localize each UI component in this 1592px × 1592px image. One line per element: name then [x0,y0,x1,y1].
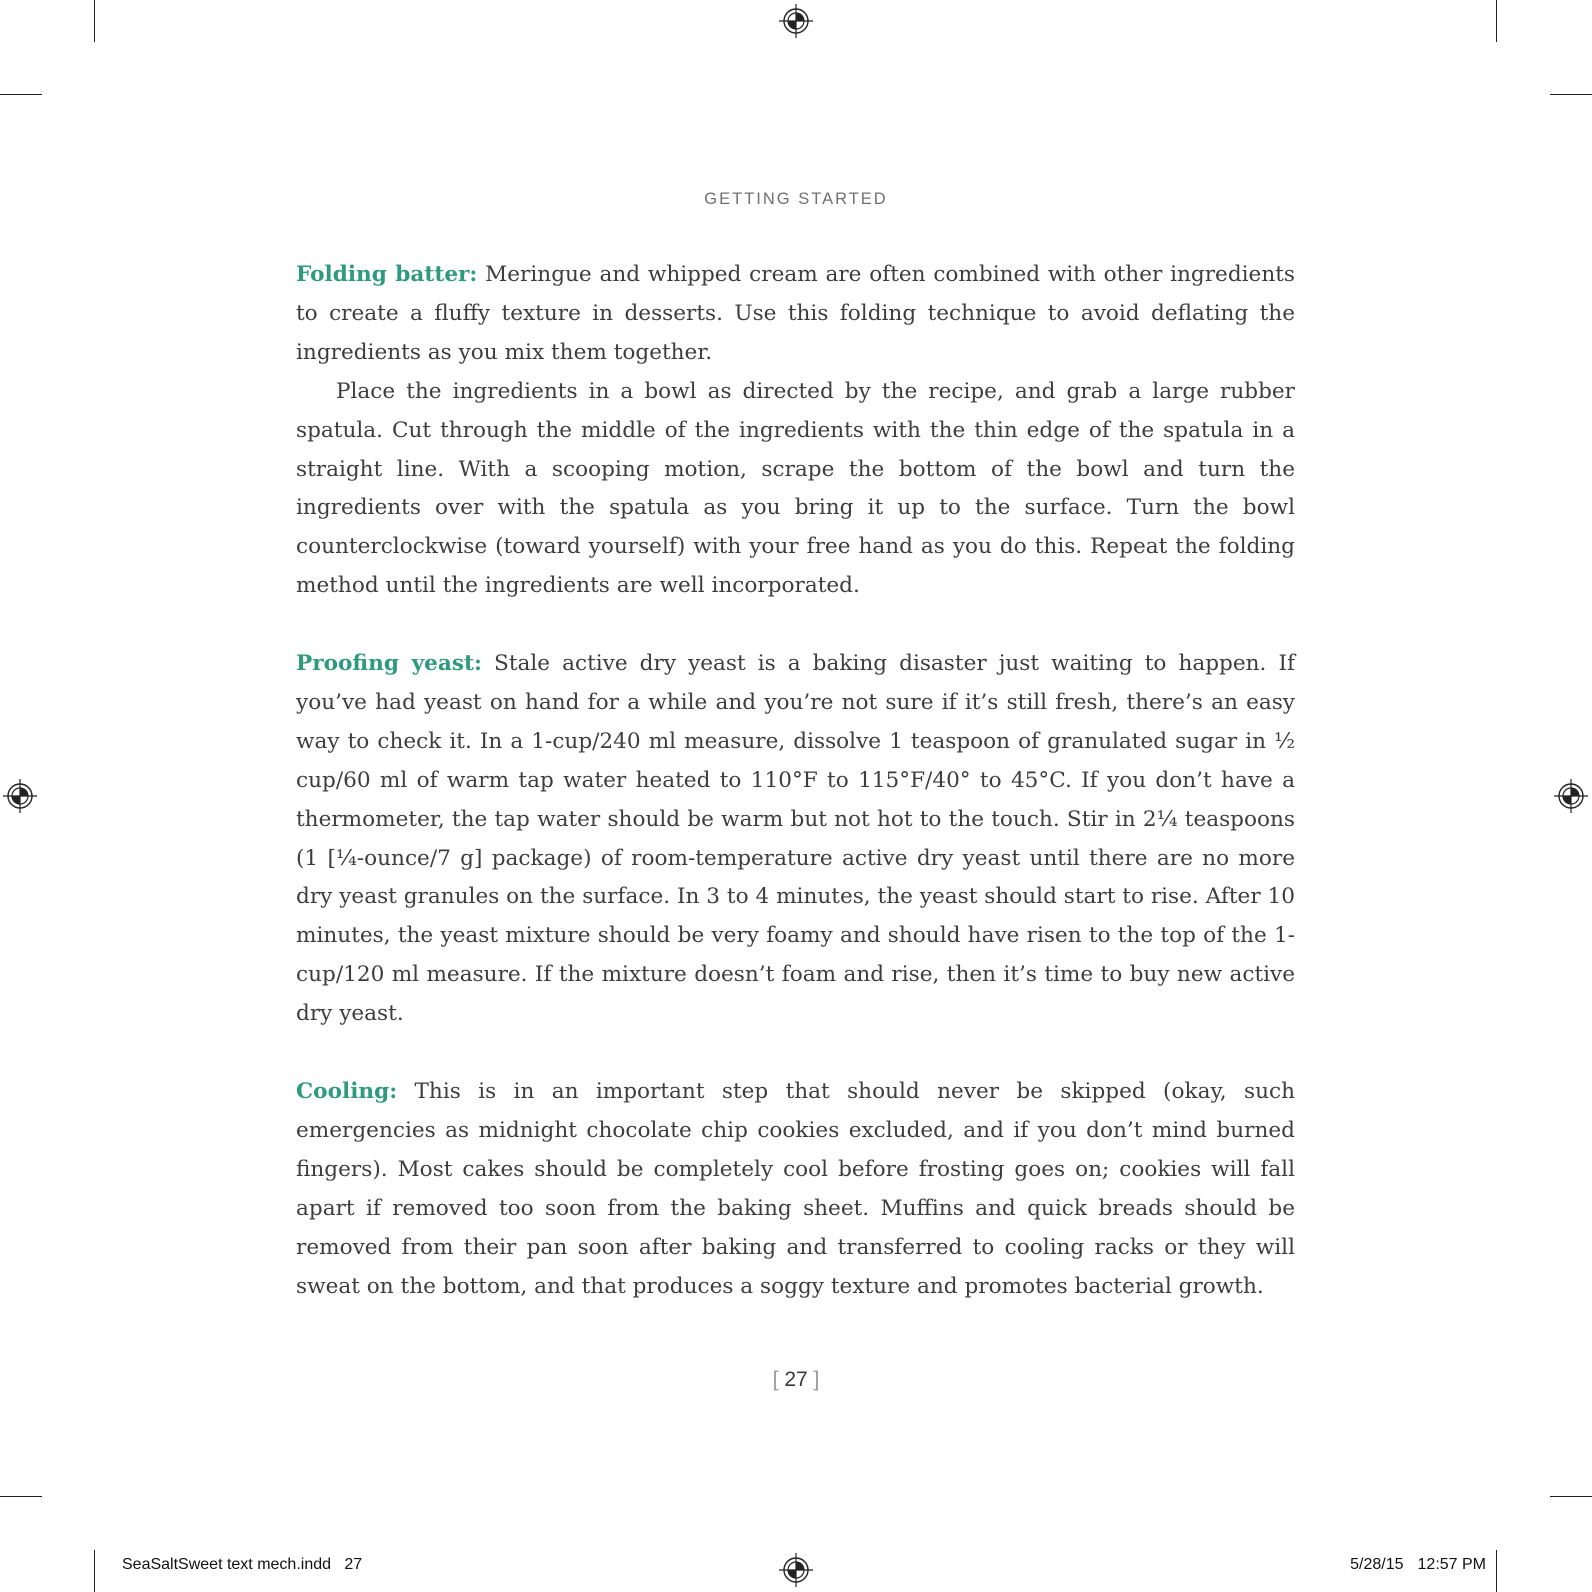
registration-mark-icon [1554,779,1588,813]
folio-bracket-open: [ [772,1368,779,1391]
crop-mark-top-right-horizontal [1550,94,1592,95]
crop-mark-bottom-right-horizontal [1550,1496,1592,1497]
folio-number: 27 [784,1368,808,1391]
paragraph-text: This is in an important step that should never be skipped (okay, such emergencies as midnight chocolate chip cookies excluded, and if you don’t mind burned fingers). Most cakes should be completely cool before frosting goes on; cookies will fall apart if removed too soon from the baking sheet. Muffins and quick breads should be removed from their pan soon after baking and transferred to cooling racks or they will sweat on the bottom, and that produces a soggy texture and promotes bacterial growth. [296,1079,1295,1299]
section-folding-batter [296,256,1295,606]
registration-mark-icon [3,779,37,813]
crop-mark-top-left-horizontal [0,94,42,95]
crop-mark-top-left-vertical [94,0,95,42]
page-number [0,1368,1592,1392]
section-cooling [296,1073,1295,1306]
section-proofing-yeast [296,645,1295,1034]
section-term: Proofing yeast: [296,651,482,677]
registration-mark-icon [779,1553,813,1587]
paragraph [296,1073,1295,1306]
crop-mark-bottom-right-vertical [1496,1550,1497,1592]
folio-bracket-close: ] [813,1368,820,1391]
running-head: GETTING STARTED [704,190,888,208]
paragraph [296,645,1295,1034]
section-term: Cooling: [296,1079,398,1104]
slug-date: 5/28/15 [1350,1556,1404,1573]
section-term: Folding batter: [296,262,478,287]
page-body [296,256,1295,1345]
paragraph-text: Meringue and whipped cream are often combined with other ingredients to create a fluffy texture in desserts. Use this folding technique to avoid deflating the ingredients as you mix them together. [296,262,1295,365]
paragraph: Place the ingredients in a bowl as directed by the recipe, and grab a large rubber spatula. Cut through the middle of the ingredients with the thin edge of the spatula in a straight line. With a scooping motion, scrape the bottom of the bowl and turn the ingredients over with the spatula as you bring it up to the surface. Turn the bowl counterclockwise (toward yourself) with your free hand as you do this. Repeat the folding method until the ingredients are well incorporated. [296,378,1295,599]
crop-mark-bottom-left-vertical [94,1550,95,1592]
slug-time: 12:57 PM [1417,1556,1486,1573]
paragraph [296,256,1295,373]
crop-mark-bottom-left-horizontal [0,1496,42,1497]
slug-file-info: SeaSaltSweet text mech.indd 27 [122,1556,363,1573]
crop-mark-top-right-vertical [1496,0,1497,42]
slug-timestamp [1336,1556,1486,1574]
paragraph-text: Stale active dry yeast is a baking disaster just waiting to happen. If you’ve had yeast on hand for a while and you’re not sure if it’s still fresh, there’s an easy way to check it. In a 1-cup/240 ml measure, dissolve 1 teaspoon of granulated sugar in ½ cup/60 ml of warm tap water heated to 110°F to 115°F/40° to 45°C. If you don’t have a thermometer, the tap water should be warm but not hot to the touch. Stir in 2¼ teaspoons (1 [¼-ounce/7 g] package) of room-temperature active dry yeast until there are no more dry yeast granules on the surface. In 3 to 4 minutes, the yeast should start to rise. After 10 minutes, the yeast mixture should be very foamy and should have risen to the top of the 1-cup/120 ml measure. If the mixture doesn’t foam and rise, then it’s time to buy new active dry yeast. [296,651,1295,1027]
registration-mark-icon [779,4,813,38]
